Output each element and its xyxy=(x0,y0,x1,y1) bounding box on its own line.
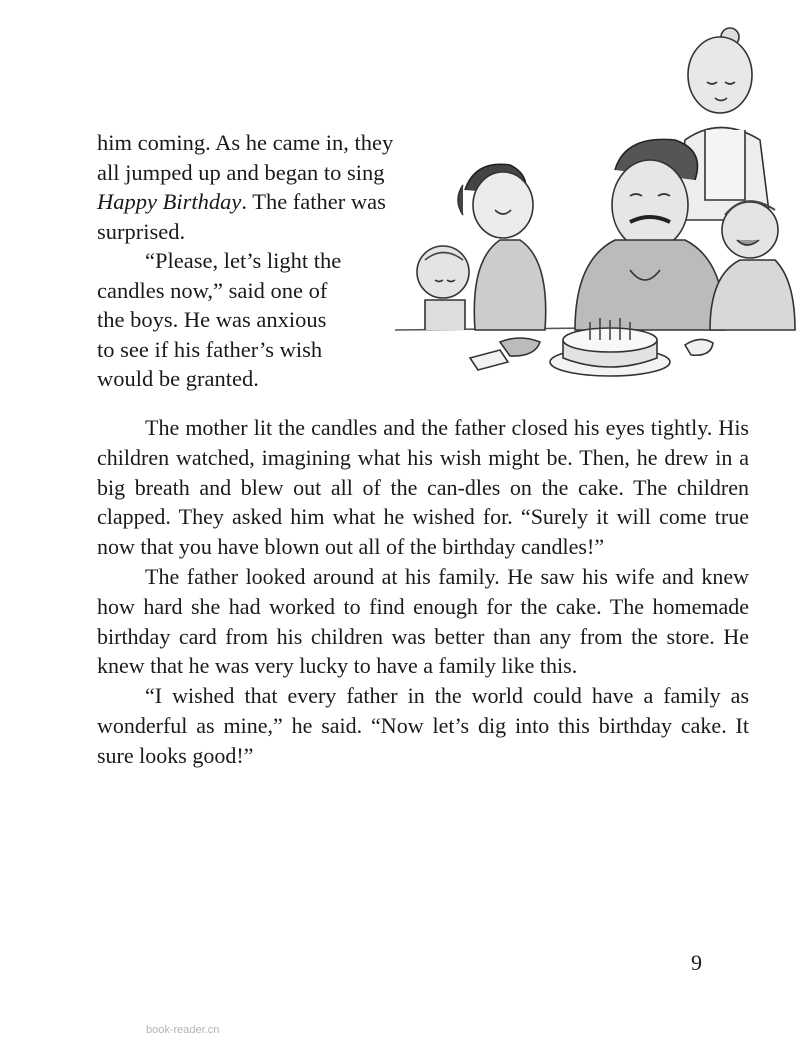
body-text xyxy=(97,413,749,771)
text-line xyxy=(97,187,747,217)
text-span: all jumped up and began to sing xyxy=(97,159,385,185)
wrapped-paragraphs xyxy=(97,128,747,394)
text-line xyxy=(97,276,747,306)
text-span: him coming. As he came in, they xyxy=(97,130,394,155)
text-line xyxy=(97,217,747,247)
narrow-text-block xyxy=(97,128,747,394)
text-span: “Please, let’s light the xyxy=(145,248,342,273)
paragraph: The father looked around at his family. He saw his wife and knew how hard she had worked to find enough for the cake. The homemade birthday card from his children was better than any from the store. He knew that he was very lucky to have a family like this. xyxy=(97,563,749,679)
text-span: candles now,” said one of xyxy=(97,277,328,303)
watermark: book-reader.cn xyxy=(146,1024,220,1036)
text-line xyxy=(97,364,747,394)
text-span: would be granted. xyxy=(97,366,259,391)
text-line xyxy=(97,128,747,158)
paragraph: The mother lit the candles and the father closed his eyes tightly. His children watched, imagining what his wish might be. Then, he drew in a big breath and blew out all of the can-dles on the cake. The children clapped. They asked him what he wished for. “Surely it will come true now that you have blown out all of the birthday candles!” xyxy=(97,415,749,560)
page-number: 9 xyxy=(691,950,702,975)
text-line xyxy=(97,158,747,188)
text-span: to see if his father’s wish xyxy=(97,336,323,362)
song-title-italic: Happy Birthday xyxy=(97,189,242,214)
text-line xyxy=(97,335,747,365)
text-line xyxy=(97,246,747,276)
paragraph: “I wished that every father in the world could have a family as wonderful as mine,” he said. “Now let’s dig into this birthday cake. It sure looks good!” xyxy=(97,683,749,768)
text-span: surprised. xyxy=(97,218,186,244)
text-span: the boys. He was anxious xyxy=(97,307,327,332)
text-line xyxy=(97,305,747,335)
text-span: . The father was xyxy=(241,189,386,214)
